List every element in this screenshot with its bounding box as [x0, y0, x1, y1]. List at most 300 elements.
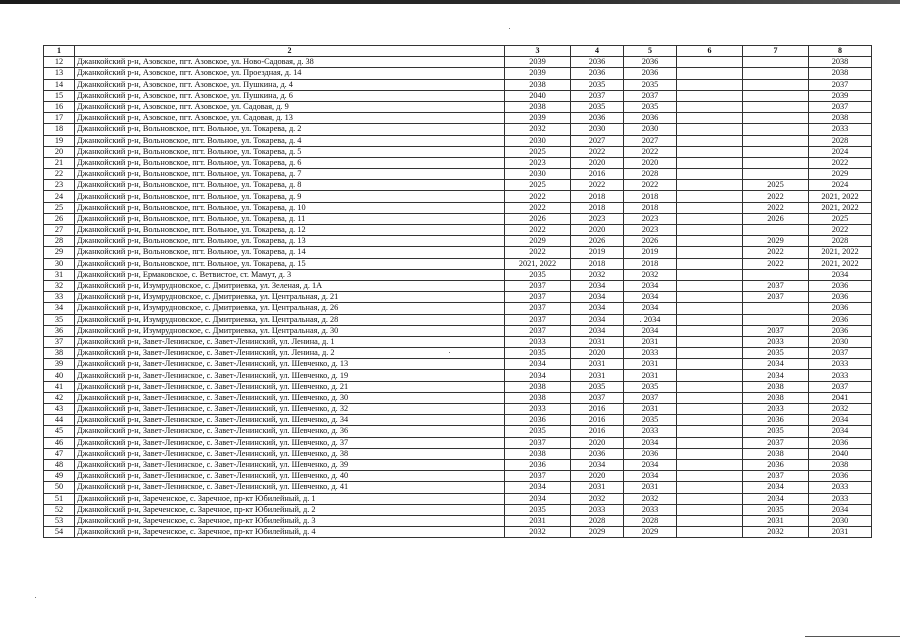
year-col-3: 2039	[505, 113, 571, 124]
year-col-8: 2030	[809, 515, 872, 526]
year-col-3: 2033	[505, 404, 571, 415]
row-number: 54	[44, 527, 75, 538]
year-col-6	[677, 180, 743, 191]
year-col-4: 2032	[571, 493, 624, 504]
year-col-4: 2022	[571, 180, 624, 191]
year-col-7: 2038	[743, 381, 809, 392]
row-number: 35	[44, 314, 75, 325]
address-cell: Джанкойский р-н, Завет-Ленинское, с. Завет-Ленинский, ул. Шевченко, д. 40	[75, 471, 505, 482]
year-col-7	[743, 101, 809, 112]
year-col-3: 2029	[505, 236, 571, 247]
year-col-3: 2031	[505, 515, 571, 526]
year-col-6	[677, 191, 743, 202]
year-col-5: 2028	[624, 169, 677, 180]
year-col-6	[677, 336, 743, 347]
row-number: 29	[44, 247, 75, 258]
year-col-6	[677, 280, 743, 291]
row-number: 33	[44, 292, 75, 303]
table-row	[44, 348, 872, 359]
year-col-4: 2016	[571, 404, 624, 415]
year-col-4: 2016	[571, 426, 624, 437]
address-cell: Джанкойский р-н, Завет-Ленинское, с. Завет-Ленинский, ул. Шевченко, д. 21	[75, 381, 505, 392]
year-col-6	[677, 236, 743, 247]
table-row	[44, 527, 872, 538]
year-col-3: 2021, 2022	[505, 258, 571, 269]
year-col-3: 2025	[505, 180, 571, 191]
row-number: 45	[44, 426, 75, 437]
year-col-4: 2034	[571, 280, 624, 291]
year-col-7: 2022	[743, 247, 809, 258]
year-col-3: 2035	[505, 426, 571, 437]
year-col-8: 2022	[809, 157, 872, 168]
address-cell: Джанкойский р-н, Вольновское, пгт. Вольное, ул. Токарева, д. 6	[75, 157, 505, 168]
year-col-7: 2034	[743, 493, 809, 504]
year-col-4: 2032	[571, 269, 624, 280]
table-row	[44, 57, 872, 68]
year-col-5: 2034	[624, 459, 677, 470]
address-cell: Джанкойский р-н, Завет-Ленинское, с. Завет-Ленинский, ул. Шевченко, д. 37	[75, 437, 505, 448]
year-col-5: 2027	[624, 135, 677, 146]
scan-bottom-edge	[805, 636, 900, 637]
year-col-7: 2038	[743, 448, 809, 459]
year-col-7: 2037	[743, 292, 809, 303]
year-col-4: 2037	[571, 392, 624, 403]
row-number: 53	[44, 515, 75, 526]
address-cell: Джанкойский р-н, Зареченское, с. Заречное, пр-кт Юбилейный, д. 3	[75, 515, 505, 526]
year-col-7	[743, 79, 809, 90]
table-row	[44, 213, 872, 224]
year-col-4: 2034	[571, 325, 624, 336]
year-col-3: 2034	[505, 493, 571, 504]
address-cell: Джанкойский р-н, Вольновское, пгт. Вольное, ул. Токарева, д. 8	[75, 180, 505, 191]
year-col-5: 2034	[624, 437, 677, 448]
address-cell: Джанкойский р-н, Вольновское, пгт. Вольное, ул. Токарева, д. 7	[75, 169, 505, 180]
address-cell: Джанкойский р-н, Завет-Ленинское, с. Завет-Ленинский, ул. Ленина, д. 1	[75, 336, 505, 347]
year-col-4: 2023	[571, 213, 624, 224]
year-col-7: 2022	[743, 258, 809, 269]
year-col-7: 2034	[743, 482, 809, 493]
address-cell: Джанкойский р-н, Завет-Ленинское, с. Завет-Ленинский, ул. Шевченко, д. 34	[75, 415, 505, 426]
year-col-3: 2037	[505, 292, 571, 303]
year-col-3: 2036	[505, 415, 571, 426]
year-col-7: 2038	[743, 392, 809, 403]
address-cell: Джанкойский р-н, Завет-Ленинское, с. Завет-Ленинский, ул. Шевченко, д. 30	[75, 392, 505, 403]
year-col-5: 2033	[624, 348, 677, 359]
address-cell: Джанкойский р-н, Вольновское, пгт. Вольное, ул. Токарева, д. 14	[75, 247, 505, 258]
address-cell: Джанкойский р-н, Зареченское, с. Заречное, пр-кт Юбилейный, д. 1	[75, 493, 505, 504]
year-col-3: 2038	[505, 448, 571, 459]
year-col-7: 2031	[743, 515, 809, 526]
year-col-7	[743, 269, 809, 280]
year-col-8: 2037	[809, 381, 872, 392]
year-col-6	[677, 404, 743, 415]
year-col-8: 2029	[809, 169, 872, 180]
row-number: 14	[44, 79, 75, 90]
year-col-4: 2036	[571, 68, 624, 79]
year-col-8: 2038	[809, 459, 872, 470]
year-col-6	[677, 157, 743, 168]
year-col-8: 2025	[809, 213, 872, 224]
year-col-8: 2034	[809, 269, 872, 280]
year-col-4: 2036	[571, 113, 624, 124]
table-row	[44, 336, 872, 347]
year-col-8: 2024	[809, 146, 872, 157]
year-col-7: 2033	[743, 404, 809, 415]
column-header-8: 8	[809, 46, 872, 57]
row-number: 30	[44, 258, 75, 269]
year-col-5: 2019	[624, 247, 677, 258]
year-col-8: 2028	[809, 135, 872, 146]
table-row	[44, 314, 872, 325]
table-row	[44, 68, 872, 79]
year-col-6	[677, 325, 743, 336]
year-col-8: 2036	[809, 303, 872, 314]
year-col-5: 2022	[624, 180, 677, 191]
table-row	[44, 180, 872, 191]
year-col-5: 2032	[624, 493, 677, 504]
table-row	[44, 515, 872, 526]
year-col-4: 2018	[571, 258, 624, 269]
year-col-4: 2036	[571, 57, 624, 68]
table-row	[44, 359, 872, 370]
year-col-4: 2034	[571, 459, 624, 470]
year-col-5: 2031	[624, 404, 677, 415]
table-row	[44, 404, 872, 415]
table-row	[44, 504, 872, 515]
year-col-8: 2036	[809, 437, 872, 448]
year-col-3: 2022	[505, 202, 571, 213]
table-row	[44, 392, 872, 403]
table-row	[44, 448, 872, 459]
year-col-6	[677, 381, 743, 392]
table-row	[44, 101, 872, 112]
year-col-7: 2022	[743, 191, 809, 202]
year-col-6	[677, 90, 743, 101]
year-col-7	[743, 57, 809, 68]
year-col-8: 2033	[809, 359, 872, 370]
year-col-7	[743, 157, 809, 168]
year-col-4: 2030	[571, 124, 624, 135]
address-cell: Джанкойский р-н, Вольновское, пгт. Вольное, ул. Токарева, д. 9	[75, 191, 505, 202]
year-col-5: 2034	[624, 280, 677, 291]
year-col-5: 2020	[624, 157, 677, 168]
year-col-4: 2018	[571, 191, 624, 202]
column-header-4: 4	[571, 46, 624, 57]
year-col-3: 2037	[505, 303, 571, 314]
year-col-8: 2038	[809, 113, 872, 124]
year-col-8: 2036	[809, 314, 872, 325]
row-number: 48	[44, 459, 75, 470]
address-cell: Джанкойский р-н, Изумрудновское, с. Дмитриевка, ул. Центральная, д. 21	[75, 292, 505, 303]
year-col-5: 2031	[624, 482, 677, 493]
year-col-4: 2034	[571, 314, 624, 325]
year-col-7: 2025	[743, 180, 809, 191]
year-col-3: 2034	[505, 359, 571, 370]
address-cell: Джанкойский р-н, Изумрудновское, с. Дмитриевка, ул. Центральная, д. 30	[75, 325, 505, 336]
year-col-6	[677, 135, 743, 146]
year-col-5: 2033	[624, 426, 677, 437]
address-cell: Джанкойский р-н, Завет-Ленинское, с. Завет-Ленинский, ул. Шевченко, д. 39	[75, 459, 505, 470]
column-header-6: 6	[677, 46, 743, 57]
year-col-4: 2034	[571, 303, 624, 314]
row-number: 37	[44, 336, 75, 347]
year-col-8: 2038	[809, 57, 872, 68]
column-header-3: 3	[505, 46, 571, 57]
row-number: 13	[44, 68, 75, 79]
year-col-3: 2030	[505, 169, 571, 180]
year-col-6	[677, 225, 743, 236]
year-col-6	[677, 292, 743, 303]
address-cell: Джанкойский р-н, Изумрудновское, с. Дмитриевка, ул. Центральная, д. 26	[75, 303, 505, 314]
address-cell: Джанкойский р-н, Завет-Ленинское, с. Завет-Ленинский, ул. Шевченко, д. 36	[75, 426, 505, 437]
year-col-3: 2023	[505, 157, 571, 168]
year-col-6	[677, 459, 743, 470]
year-col-3: 2038	[505, 392, 571, 403]
year-col-3: 2039	[505, 68, 571, 79]
table-row	[44, 146, 872, 157]
year-col-7	[743, 169, 809, 180]
year-col-3: 2032	[505, 124, 571, 135]
year-col-8: 2034	[809, 426, 872, 437]
row-number: 36	[44, 325, 75, 336]
address-cell: Джанкойский р-н, Азовское, пгт. Азовское, ул. Проездная, д. 14	[75, 68, 505, 79]
year-col-5: 2018	[624, 202, 677, 213]
year-col-7: 2037	[743, 280, 809, 291]
year-col-3: 2037	[505, 314, 571, 325]
year-col-5: 2035	[624, 79, 677, 90]
table-row	[44, 157, 872, 168]
year-col-6	[677, 348, 743, 359]
year-col-3: 2037	[505, 280, 571, 291]
year-col-5: 2026	[624, 236, 677, 247]
row-number: 32	[44, 280, 75, 291]
year-col-6	[677, 359, 743, 370]
year-col-7: 2036	[743, 459, 809, 470]
row-number: 44	[44, 415, 75, 426]
row-number: 51	[44, 493, 75, 504]
row-number: 38	[44, 348, 75, 359]
address-cell: Джанкойский р-н, Вольновское, пгт. Вольное, ул. Токарева, д. 13	[75, 236, 505, 247]
year-col-5: 2018	[624, 258, 677, 269]
year-col-4: 2037	[571, 90, 624, 101]
year-col-8: 2021, 2022	[809, 258, 872, 269]
address-cell: Джанкойский р-н, Завет-Ленинское, с. Завет-Ленинский, ул. Шевченко, д. 19	[75, 370, 505, 381]
registry-table	[43, 45, 872, 538]
table-row	[44, 225, 872, 236]
year-col-8: 2024	[809, 180, 872, 191]
year-col-6	[677, 101, 743, 112]
table-row	[44, 280, 872, 291]
row-number: 21	[44, 157, 75, 168]
year-col-7: 2037	[743, 437, 809, 448]
address-cell: Джанкойский р-н, Вольновское, пгт. Вольное, ул. Токарева, д. 15	[75, 258, 505, 269]
year-col-6	[677, 269, 743, 280]
year-col-3: 2026	[505, 213, 571, 224]
year-col-4: 2031	[571, 359, 624, 370]
year-col-8: 2036	[809, 280, 872, 291]
year-col-6	[677, 392, 743, 403]
year-col-5: 2033	[624, 504, 677, 515]
address-cell: Джанкойский р-н, Вольновское, пгт. Вольное, ул. Токарева, д. 12	[75, 225, 505, 236]
year-col-8: 2031	[809, 527, 872, 538]
address-cell: Джанкойский р-н, Завет-Ленинское, с. Завет-Ленинский, ул. Шевченко, д. 38	[75, 448, 505, 459]
row-number: 18	[44, 124, 75, 135]
header-row	[44, 46, 872, 57]
year-col-6	[677, 202, 743, 213]
table-row	[44, 124, 872, 135]
row-number: 40	[44, 370, 75, 381]
year-col-4: 2027	[571, 135, 624, 146]
year-col-5: 2034	[624, 303, 677, 314]
year-col-5: 2031	[624, 359, 677, 370]
year-col-4: 2035	[571, 381, 624, 392]
table-row	[44, 482, 872, 493]
row-number: 49	[44, 471, 75, 482]
address-cell: Джанкойский р-н, Азовское, пгт. Азовское, ул. Пушкина, д. 6	[75, 90, 505, 101]
year-col-7	[743, 135, 809, 146]
year-col-4: 2020	[571, 471, 624, 482]
year-col-5: 2035	[624, 415, 677, 426]
year-col-5: 2035	[624, 381, 677, 392]
table-row	[44, 292, 872, 303]
year-col-5: 2034	[624, 292, 677, 303]
column-header-5: 5	[624, 46, 677, 57]
year-col-4: 2036	[571, 448, 624, 459]
year-col-3: 2033	[505, 336, 571, 347]
address-cell: Джанкойский р-н, Зареченское, с. Заречное, пр-кт Юбилейный, д. 4	[75, 527, 505, 538]
year-col-3: 2022	[505, 191, 571, 202]
year-col-4: 2031	[571, 370, 624, 381]
row-number: 12	[44, 57, 75, 68]
year-col-3: 2038	[505, 381, 571, 392]
year-col-5: 2030	[624, 124, 677, 135]
year-col-7	[743, 314, 809, 325]
row-number: 22	[44, 169, 75, 180]
column-header-1: 1	[44, 46, 75, 57]
year-col-3: 2037	[505, 437, 571, 448]
year-col-3: 2032	[505, 527, 571, 538]
year-col-4: 2020	[571, 437, 624, 448]
year-col-4: 2029	[571, 527, 624, 538]
year-col-6	[677, 527, 743, 538]
address-cell: Джанкойский р-н, Завет-Ленинское, с. Завет-Ленинский, ул. Шевченко, д. 13	[75, 359, 505, 370]
year-col-4: 2031	[571, 336, 624, 347]
year-col-8: 2036	[809, 292, 872, 303]
year-col-4: 2016	[571, 169, 624, 180]
year-col-3: 2034	[505, 482, 571, 493]
table-row	[44, 258, 872, 269]
year-col-4: 2020	[571, 225, 624, 236]
row-number: 20	[44, 146, 75, 157]
scan-speck	[35, 597, 36, 598]
address-cell: Джанкойский р-н, Азовское, пгт. Азовское, ул. Ново-Садовая, д. 38	[75, 57, 505, 68]
row-number: 39	[44, 359, 75, 370]
year-col-6	[677, 303, 743, 314]
year-col-7: 2034	[743, 359, 809, 370]
year-col-5: 2018	[624, 191, 677, 202]
year-col-7: 2037	[743, 471, 809, 482]
year-col-5: 2023	[624, 213, 677, 224]
table-row	[44, 415, 872, 426]
address-cell: Джанкойский р-н, Завет-Ленинское, с. Завет-Ленинский, ул. Шевченко, д. 32	[75, 404, 505, 415]
year-col-7: 2034	[743, 370, 809, 381]
address-cell: Джанкойский р-н, Завет-Ленинское, с. Завет-Ленинский, ул. Ленина, д. 2	[75, 348, 505, 359]
table-row	[44, 202, 872, 213]
year-col-3: 2039	[505, 57, 571, 68]
table-row	[44, 169, 872, 180]
year-col-6	[677, 515, 743, 526]
year-col-5: 2023	[624, 225, 677, 236]
year-col-3: 2038	[505, 79, 571, 90]
year-col-7: 2035	[743, 504, 809, 515]
year-col-5: . 2034	[624, 314, 677, 325]
row-number: 50	[44, 482, 75, 493]
address-cell: Джанкойский р-н, Вольновское, пгт. Вольное, ул. Токарева, д. 11	[75, 213, 505, 224]
year-col-8: 2028	[809, 236, 872, 247]
year-col-5: 2036	[624, 68, 677, 79]
table-row	[44, 236, 872, 247]
address-cell: Джанкойский р-н, Азовское, пгт. Азовское, ул. Садовая, д. 13	[75, 113, 505, 124]
year-col-6	[677, 57, 743, 68]
year-col-8: 2036	[809, 325, 872, 336]
year-col-8: 2036	[809, 471, 872, 482]
year-col-8: 2021, 2022	[809, 191, 872, 202]
year-col-7: 2036	[743, 415, 809, 426]
year-col-7: 2029	[743, 236, 809, 247]
address-cell: Джанкойский р-н, Азовское, пгт. Азовское, ул. Садовая, д. 9	[75, 101, 505, 112]
year-col-7	[743, 303, 809, 314]
year-col-8: 2038	[809, 68, 872, 79]
year-col-7	[743, 146, 809, 157]
year-col-7: 2035	[743, 348, 809, 359]
year-col-7: 2022	[743, 202, 809, 213]
table-row	[44, 493, 872, 504]
year-col-4: 2026	[571, 236, 624, 247]
row-number: 28	[44, 236, 75, 247]
scan-top-edge	[0, 0, 900, 4]
year-col-6	[677, 213, 743, 224]
year-col-8: 2022	[809, 225, 872, 236]
scan-speck	[509, 28, 510, 29]
table-row	[44, 381, 872, 392]
address-cell: Джанкойский р-н, Вольновское, пгт. Вольное, ул. Токарева, д. 10	[75, 202, 505, 213]
year-col-6	[677, 493, 743, 504]
address-cell: Джанкойский р-н, Зареченское, с. Заречное, пр-кт Юбилейный, д. 2	[75, 504, 505, 515]
row-number: 24	[44, 191, 75, 202]
year-col-8: 2021, 2022	[809, 202, 872, 213]
row-number: 34	[44, 303, 75, 314]
year-col-8: 2033	[809, 124, 872, 135]
year-col-6	[677, 370, 743, 381]
address-cell: Джанкойский р-н, Завет-Ленинское, с. Завет-Ленинский, ул. Шевченко, д. 41	[75, 482, 505, 493]
year-col-4: 2020	[571, 157, 624, 168]
year-col-8: 2037	[809, 348, 872, 359]
row-number: 47	[44, 448, 75, 459]
table-body	[44, 57, 872, 538]
year-col-4: 2033	[571, 504, 624, 515]
row-number: 25	[44, 202, 75, 213]
year-col-8: 2033	[809, 370, 872, 381]
table-row	[44, 303, 872, 314]
year-col-6	[677, 79, 743, 90]
year-col-8: 2040	[809, 448, 872, 459]
year-col-4: 2016	[571, 415, 624, 426]
year-col-3: 2025	[505, 146, 571, 157]
year-col-4: 2019	[571, 247, 624, 258]
year-col-7	[743, 68, 809, 79]
row-number: 43	[44, 404, 75, 415]
table-row	[44, 191, 872, 202]
